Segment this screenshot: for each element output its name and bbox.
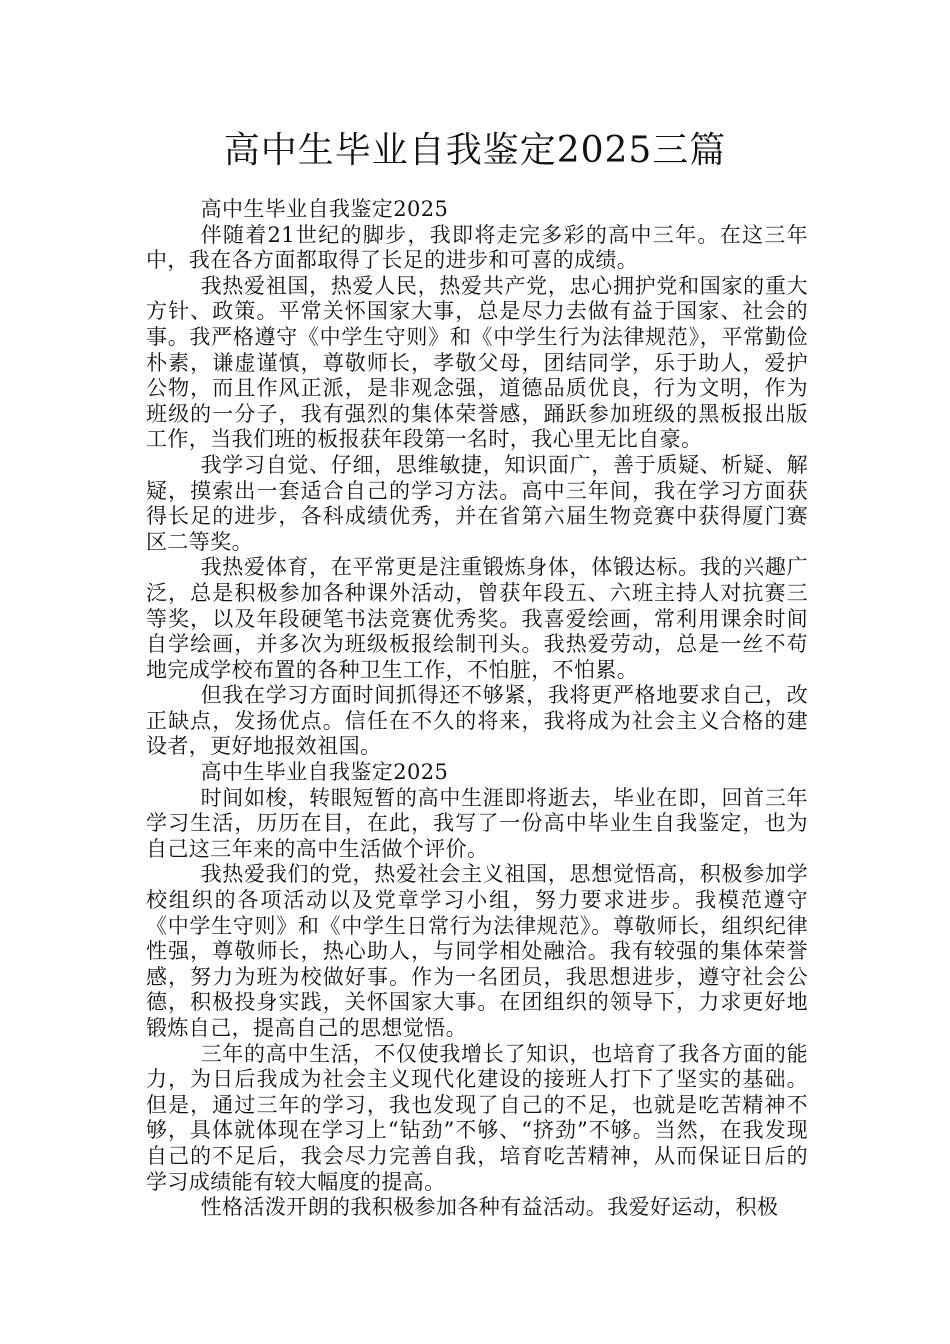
paragraph: 伴随着21世纪的脚步，我即将走完多彩的高中三年。在这三年中，我在各方面都取得了长足的进步和可喜的成绩。: [146, 222, 808, 273]
section-heading: 高中生毕业自我鉴定2025: [200, 760, 449, 785]
paragraph: 我热爱祖国，热爱人民，热爱共产党，忠心拥护党和国家的重大方针、政策。平常关怀国家大事，总是尽力去做有益于国家、社会的事。我严格遵守《中学生守则》和《中学生行为法律规范》，平常勤俭朴素，谦虚谨慎，尊敬师长，孝敬父母，团结同学，乐于助人，爱护公物，而且作风正派，是非观念强，道德品质优良，行为文明，作为班级的一分子，我有强烈的集体荣誉感，踊跃参加班级的黑板报出版工作，当我们班的板报获年段第一名时，我心里无比自豪。: [146, 273, 808, 452]
paragraph: 我热爱我们的党，热爱社会主义祖国，思想觉悟高，积极参加学校组织的各项活动以及党章学习小组，努力要求进步。我模范遵守《中学生守则》和《中学生日常行为法律规范》。尊敬师长，组织纪律性强，尊敬师长，热心助人，与同学相处融洽。我有较强的集体荣誉感，努力为班为校做好事。作为一名团员，我思想进步，遵守社会公德，积极投身实践，关怀国家大事。在团组织的领导下，力求更好地锻炼自己，提高自己的思想觉悟。: [146, 862, 808, 1040]
paragraph: 我热爱体育，在平常更是注重锻炼身体，体锻达标。我的兴趣广泛，总是积极参加各种课外活动，曾获年段五、六班主持人对抗赛三等奖，以及年段硬笔书法竞赛优秀奖。我喜爱绘画，常利用课余时间自学绘画，并多次为班级板报绘制刊头。我热爱劳动，总是一丝不苟地完成学校布置的各种卫生工作，不怕脏，不怕累。: [146, 555, 808, 682]
paragraph: 我学习自觉、仔细，思维敏捷，知识面广，善于质疑、析疑、解疑，摸索出一套适合自己的学习方法。高中三年间，我在学习方面获得长足的进步，各科成绩优秀，并在省第六届生物竞赛中获得厦门赛区二等奖。: [146, 452, 808, 554]
document-title: 高中生毕业自我鉴定2025三篇: [223, 130, 727, 171]
paragraph: 但我在学习方面时间抓得还不够紧，我将更严格地要求自己，改正缺点，发扬优点。信任在不久的将来，我将成为社会主义合格的建设者，更好地报效祖国。: [146, 683, 808, 759]
section-heading: 高中生毕业自我鉴定2025: [200, 197, 449, 221]
paragraph: 三年的高中生活，不仅使我增长了知识，也培育了我各方面的能力，为日后我成为社会主义现代化建设的接班人打下了坚实的基础。但是，通过三年的学习，我也发现了自己的不足，也就是吃苦精神不够，具体就体现在学习上“钻劲”不够、“挤劲”不够。当然，在我发现自己的不足后，我会尽力完善自我，培育吃苦精神，从而保证日后的学习成绩能有较大幅度的提高。: [146, 1041, 808, 1194]
paragraph: 时间如梭，转眼短暂的高中生涯即将逝去，毕业在即，回首三年学习生活，历历在目，在此，我写了一份高中毕业生自我鉴定，也为自己这三年来的高中生活做个评价。: [146, 785, 808, 861]
document-body: [146, 197, 808, 1221]
paragraph: 性格活泼开朗的我积极参加各种有益活动。我爱好运动，积极: [200, 1195, 779, 1220]
